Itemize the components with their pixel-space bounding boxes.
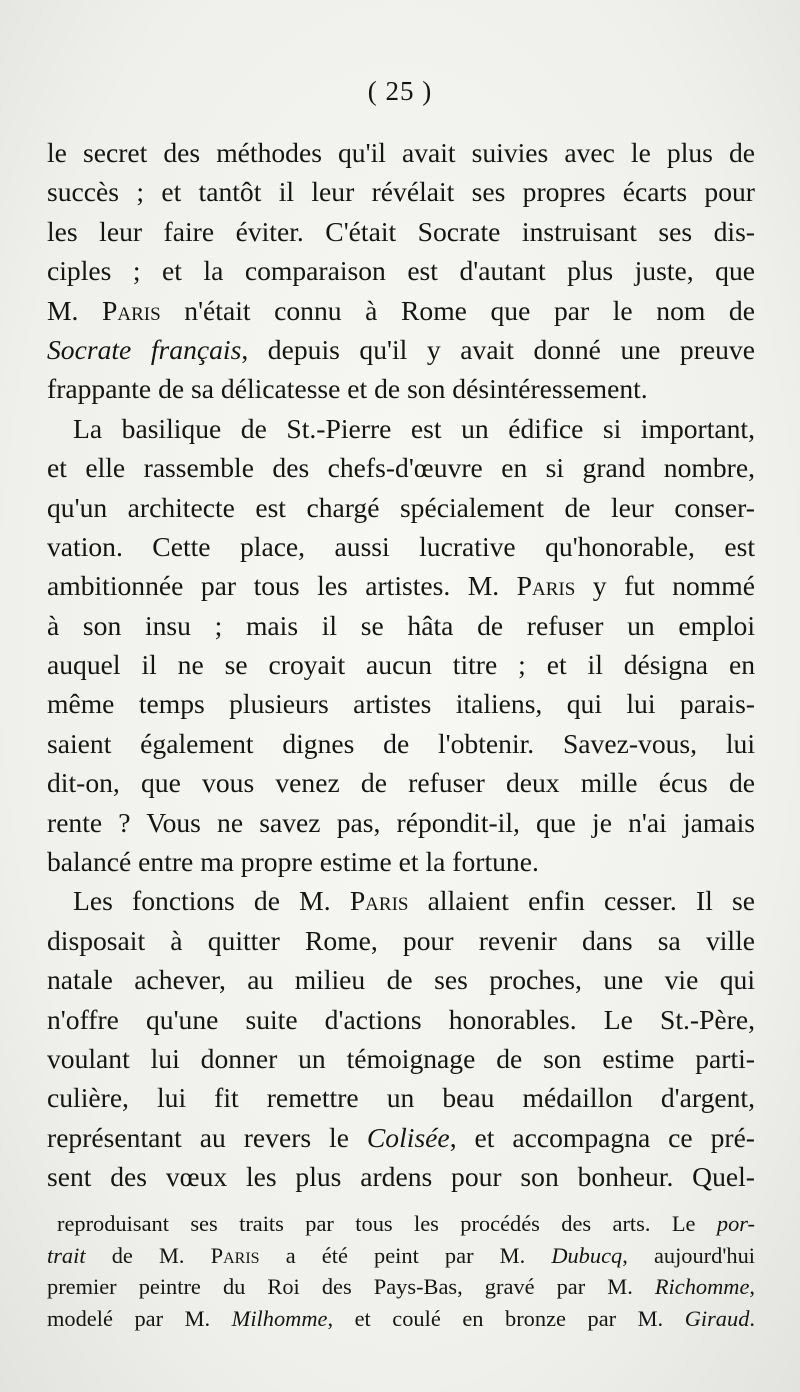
text-segment: et elle rassemble des chefs-d'œuvre en si grand nombre,	[47, 452, 755, 484]
text-line	[47, 133, 755, 172]
text-line	[47, 172, 755, 211]
italic-text: Giraud	[684, 1305, 750, 1331]
text-segment: n'était connu à Rome que par le nom de	[160, 294, 755, 326]
text-segment: modelé par M.	[47, 1305, 232, 1331]
text-segment: disposait à quitter Rome, pour revenir dans sa ville	[47, 924, 755, 956]
italic-text: Colisée	[366, 1121, 450, 1153]
main-text-block	[47, 133, 755, 1197]
text-segment: premier peintre du Roi des Pays-Bas, gravé par M.	[47, 1274, 655, 1299]
small-caps-name: Paris	[516, 570, 576, 602]
text-segment: saient également dignes de l'obtenir. Savez-vous, lui	[47, 727, 755, 759]
text-segment: La basilique de St.-Pierre est un édifice si important,	[73, 412, 755, 444]
text-line	[47, 1078, 755, 1117]
text-line	[47, 645, 755, 684]
italic-text: Socrate français	[47, 333, 242, 365]
text-line	[47, 488, 755, 527]
text-segment: succès ; et tantôt il leur révélait ses propres écarts pour	[47, 176, 755, 208]
text-segment: rente ? Vous ne savez pas, répondit-il, que je n'ai jamais	[47, 806, 755, 838]
text-segment: sent des vœux les plus ardens pour son bonheur. Quel-	[47, 1161, 755, 1193]
text-segment: voulant lui donner un témoignage de son estime parti-	[47, 1042, 755, 1074]
text-segment: représentant au revers le	[47, 1121, 367, 1153]
text-line	[47, 527, 755, 566]
text-segment: ciples ; et la comparaison est d'autant plus juste, que	[47, 255, 755, 287]
text-segment: le secret des méthodes qu'il avait suivies avec le plus de	[47, 137, 755, 168]
text-line	[47, 212, 755, 251]
text-line	[47, 1157, 755, 1196]
text-segment: , et accompagna ce pré-	[449, 1121, 755, 1153]
text-segment: Les fonctions de M.	[73, 885, 350, 917]
text-line	[47, 330, 755, 369]
text-segment: , aujourd'hui	[622, 1242, 755, 1268]
text-segment: balancé entre ma propre estime et la fortune.	[47, 846, 539, 878]
footnote-line	[47, 1240, 755, 1272]
text-line	[47, 921, 755, 960]
text-segment: y fut nommé	[575, 570, 755, 602]
italic-text: Dubucq	[551, 1242, 623, 1268]
text-segment: .	[749, 1305, 756, 1331]
text-line	[47, 724, 755, 763]
text-line	[47, 369, 755, 408]
text-line	[47, 684, 755, 723]
text-segment: , depuis qu'il y avait donné une preuve	[241, 333, 756, 365]
text-segment: de M.	[85, 1242, 211, 1268]
text-line	[47, 1000, 755, 1039]
text-segment: M.	[47, 294, 103, 326]
text-segment: à son insu ; mais il se hâta de refuser un emploi	[47, 609, 755, 641]
text-line	[47, 1118, 755, 1157]
text-line	[47, 960, 755, 999]
text-line	[47, 291, 755, 330]
page-number: ( 25 )	[367, 76, 433, 106]
footnote-line	[47, 1208, 755, 1240]
italic-text: trait	[47, 1242, 86, 1268]
text-line	[47, 803, 755, 842]
text-segment: même temps plusieurs artistes italiens, qui lui parais-	[47, 688, 755, 720]
italic-text: Richomme	[654, 1274, 750, 1299]
small-caps-name: Paris	[210, 1242, 260, 1268]
text-segment: allaient enfin cesser. Il se	[408, 885, 755, 917]
text-segment: ,	[749, 1274, 755, 1299]
text-line	[47, 763, 755, 802]
footnote-block	[47, 1208, 755, 1334]
text-segment: auquel il ne se croyait aucun titre ; et il désigna en	[47, 649, 755, 681]
footnote-line	[47, 1271, 755, 1303]
text-segment: dit-on, que vous venez de refuser deux mille écus de	[47, 767, 755, 799]
text-segment: culière, lui fit remettre un beau médaillon d'argent,	[47, 1082, 755, 1114]
text-line	[47, 1039, 755, 1078]
text-segment: frappante de sa délicatesse et de son désintéressement.	[47, 373, 648, 405]
small-caps-name: Paris	[102, 294, 161, 326]
text-line	[47, 606, 755, 645]
text-segment: , et coulé en bronze par M.	[327, 1305, 685, 1331]
text-line	[47, 842, 755, 881]
text-segment: n'offre qu'une suite d'actions honorables. Le St.-Père,	[47, 1003, 755, 1035]
small-caps-name: Paris	[349, 885, 409, 917]
text-segment: natale achever, au milieu de ses proches, une vie qui	[47, 964, 755, 996]
text-segment: a été peint par M.	[259, 1242, 552, 1268]
text-line	[47, 251, 755, 290]
text-segment: les leur faire éviter. C'était Socrate instruisant ses dis-	[47, 215, 755, 247]
text-segment: qu'un architecte est chargé spécialement de leur conser-	[47, 491, 755, 523]
footnote-line	[47, 1303, 755, 1335]
italic-text: por-	[716, 1211, 755, 1236]
text-segment: vation. Cette place, aussi lucrative qu'honorable, est	[47, 530, 755, 562]
italic-text: Milhomme	[231, 1305, 328, 1331]
text-segment: reproduisant ses traits par tous les procédés des arts. Le	[57, 1211, 717, 1236]
text-segment: ambitionnée par tous les artistes. M.	[47, 570, 517, 602]
text-line	[47, 881, 755, 920]
text-line	[47, 566, 755, 605]
text-line	[47, 448, 755, 487]
text-line	[47, 409, 755, 448]
